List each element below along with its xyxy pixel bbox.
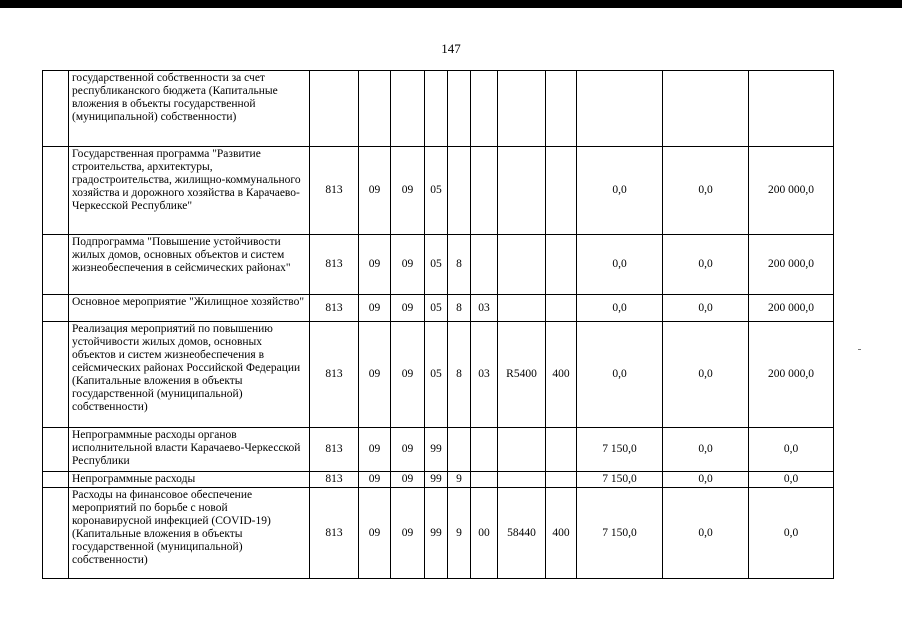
direction-code-cell: [498, 295, 546, 322]
row-number-cell: [43, 322, 69, 428]
subsection-code-cell: [391, 71, 425, 147]
amount-3-cell: 0,0: [749, 428, 834, 472]
amount-3-cell: 200 000,0: [749, 322, 834, 428]
direction-code-cell: [498, 147, 546, 235]
section-code-cell: 09: [359, 322, 391, 428]
amount-1-cell: 7 150,0: [577, 428, 663, 472]
table-row: [43, 235, 834, 295]
description-cell: Основное мероприятие "Жилищное хозяйство": [69, 295, 310, 322]
row-number-cell: [43, 295, 69, 322]
activity-code-cell: 03: [471, 322, 498, 428]
description-cell: Подпрограмма "Повышение устойчивости жилых домов, основных объектов и систем жизнеобеспечения в сейсмических районах": [69, 235, 310, 295]
amount-3-cell: 200 000,0: [749, 235, 834, 295]
direction-code-cell: [498, 71, 546, 147]
program-code-cell: 99: [425, 428, 448, 472]
description-cell: Непрограммные расходы: [69, 472, 310, 488]
row-number-cell: [43, 147, 69, 235]
amount-3-cell: 200 000,0: [749, 295, 834, 322]
amount-2-cell: 0,0: [663, 322, 749, 428]
page-number: 147: [441, 41, 461, 56]
table-row: [43, 428, 834, 472]
ministry-code-cell: 813: [310, 235, 359, 295]
ministry-code-cell: 813: [310, 428, 359, 472]
amount-3-cell: [749, 71, 834, 147]
section-code-cell: 09: [359, 147, 391, 235]
subprogram-code-cell: 8: [448, 235, 471, 295]
program-code-cell: 99: [425, 472, 448, 488]
description-cell: Непрограммные расходы органов исполнительной власти Карачаево-Черкесской Республики: [69, 428, 310, 472]
amount-2-cell: 0,0: [663, 488, 749, 579]
activity-code-cell: [471, 428, 498, 472]
subprogram-code-cell: 9: [448, 488, 471, 579]
ministry-code-cell: 813: [310, 147, 359, 235]
amount-2-cell: 0,0: [663, 147, 749, 235]
section-code-cell: 09: [359, 488, 391, 579]
table-row: [43, 147, 834, 235]
subsection-code-cell: 09: [391, 147, 425, 235]
expense-type-cell: [546, 472, 577, 488]
subprogram-code-cell: [448, 428, 471, 472]
amount-3-cell: 0,0: [749, 472, 834, 488]
amount-1-cell: 0,0: [577, 322, 663, 428]
row-number-cell: [43, 428, 69, 472]
ministry-code-cell: [310, 71, 359, 147]
section-code-cell: 09: [359, 235, 391, 295]
subsection-code-cell: 09: [391, 472, 425, 488]
row-number-cell: [43, 472, 69, 488]
subprogram-code-cell: 9: [448, 472, 471, 488]
activity-code-cell: [471, 235, 498, 295]
ministry-code-cell: 813: [310, 322, 359, 428]
activity-code-cell: [471, 147, 498, 235]
program-code-cell: 99: [425, 488, 448, 579]
amount-2-cell: [663, 71, 749, 147]
table-row: [43, 472, 834, 488]
direction-code-cell: [498, 428, 546, 472]
activity-code-cell: 03: [471, 295, 498, 322]
program-code-cell: 05: [425, 147, 448, 235]
table-row: [43, 322, 834, 428]
expense-type-cell: [546, 295, 577, 322]
section-code-cell: [359, 71, 391, 147]
amount-2-cell: 0,0: [663, 295, 749, 322]
amount-1-cell: 0,0: [577, 147, 663, 235]
section-code-cell: 09: [359, 428, 391, 472]
subsection-code-cell: 09: [391, 428, 425, 472]
table-row: [43, 71, 834, 147]
row-number-cell: [43, 71, 69, 147]
amount-3-cell: 200 000,0: [749, 147, 834, 235]
expense-type-cell: 400: [546, 488, 577, 579]
subsection-code-cell: 09: [391, 235, 425, 295]
amount-2-cell: 0,0: [663, 472, 749, 488]
direction-code-cell: [498, 472, 546, 488]
section-code-cell: 09: [359, 295, 391, 322]
program-code-cell: 05: [425, 295, 448, 322]
program-code-cell: 05: [425, 322, 448, 428]
amount-1-cell: 7 150,0: [577, 488, 663, 579]
amount-2-cell: 0,0: [663, 235, 749, 295]
subprogram-code-cell: [448, 147, 471, 235]
row-number-cell: [43, 488, 69, 579]
amount-1-cell: 0,0: [577, 295, 663, 322]
subsection-code-cell: 09: [391, 322, 425, 428]
ministry-code-cell: 813: [310, 295, 359, 322]
expense-type-cell: 400: [546, 322, 577, 428]
table-row: [43, 295, 834, 322]
subsection-code-cell: 09: [391, 295, 425, 322]
amount-1-cell: 7 150,0: [577, 472, 663, 488]
ministry-code-cell: 813: [310, 488, 359, 579]
scan-speck: [858, 349, 861, 350]
ministry-code-cell: 813: [310, 472, 359, 488]
amount-1-cell: [577, 71, 663, 147]
description-cell: государственной собственности за счет республиканского бюджета (Капитальные вложения в объекты государственной (муниципальной) собственности): [69, 71, 310, 147]
subsection-code-cell: 09: [391, 488, 425, 579]
direction-code-cell: R5400: [498, 322, 546, 428]
description-cell: Расходы на финансовое обеспечение мероприятий по борьбе с новой коронавирусной инфекцией (COVID-19) (Капитальные вложения в объекты государственной (муниципальной) собственности): [69, 488, 310, 579]
table-row: [43, 488, 834, 579]
budget-table: [42, 70, 834, 579]
activity-code-cell: [471, 71, 498, 147]
amount-2-cell: 0,0: [663, 428, 749, 472]
direction-code-cell: 58440: [498, 488, 546, 579]
subprogram-code-cell: 8: [448, 295, 471, 322]
scan-top-border: [0, 0, 902, 8]
row-number-cell: [43, 235, 69, 295]
amount-3-cell: 0,0: [749, 488, 834, 579]
subprogram-code-cell: [448, 71, 471, 147]
expense-type-cell: [546, 235, 577, 295]
program-code-cell: 05: [425, 235, 448, 295]
activity-code-cell: 00: [471, 488, 498, 579]
expense-type-cell: [546, 428, 577, 472]
section-code-cell: 09: [359, 472, 391, 488]
program-code-cell: [425, 71, 448, 147]
expense-type-cell: [546, 71, 577, 147]
activity-code-cell: [471, 472, 498, 488]
description-cell: Государственная программа "Развитие строительства, архитектуры, градостроительства, жилищно-коммунального хозяйства и дорожного хозяйства в Карачаево-Черкесской Республике": [69, 147, 310, 235]
direction-code-cell: [498, 235, 546, 295]
subprogram-code-cell: 8: [448, 322, 471, 428]
description-cell: Реализация мероприятий по повышению устойчивости жилых домов, основных объектов и систем жизнеобеспечения в сейсмических районах Российской Федерации (Капитальные вложения в объекты государственной (муниципальной) собственности): [69, 322, 310, 428]
expense-type-cell: [546, 147, 577, 235]
amount-1-cell: 0,0: [577, 235, 663, 295]
